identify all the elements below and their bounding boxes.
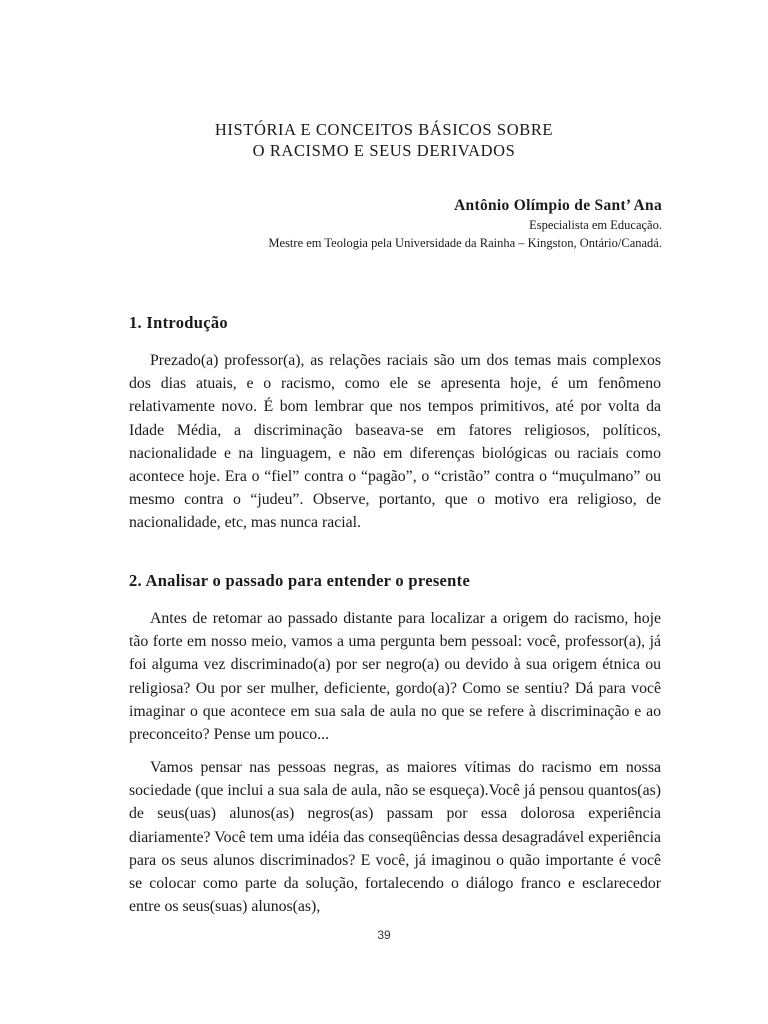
paragraph-analyze-past-2: Vamos pensar nas pessoas negras, as maiores vítimas do racismo em nossa sociedade (que inclui a sua sala de aula, não se esqueça).Você já pensou quantos(as) de seus(uas) alunos(as) negros(as) passam por essa dolorosa experiência diariamente? Você tem uma idéia das conseqüências dessa desagradável experiência para os seus alunos discriminados? E você, já imaginou o quão importante é você se colocar como parte da solução, fortalecendo o diálogo franco e esclarecedor entre os seus(suas) alunos(as), (129, 759, 661, 916)
paragraph-introduction: Prezado(a) professor(a), as relações raciais são um dos temas mais complexos dos dias atuais, e o racismo, como ele se apresenta hoje, é um fenômeno relativamente novo. É bom lembrar que nos tempos primitivos, até por volta da Idade Média, a discriminação baseava-se em fatores religiosos, políticos, nacionalidade e na linguagem, e não em diferenças biológicas ou raciais como acontece hoje. Era o “fiel” contra o “pagão”, o “cristão” contra o “muçulmano” ou mesmo contra o “judeu”. Observe, portanto, que o motivo era religioso, de nacionalidade, etc, mas nunca racial. (129, 352, 661, 532)
document-title (0, 119, 768, 161)
title-line-2: O RACISMO E SEUS DERIVADOS (252, 141, 516, 160)
title-line-1: HISTÓRIA E CONCEITOS BÁSICOS SOBRE (214, 120, 554, 139)
author-block (268, 196, 662, 252)
author-name: Antônio Olímpio de Sant’ Ana (454, 197, 662, 214)
paragraph-analyze-past-1: Antes de retomar ao passado distante para localizar a origem do racismo, hoje tão forte em nosso meio, vamos a uma pergunta bem pessoal: você, professor(a), já foi alguma vez discriminado(a) por ser negro(a) ou devido à sua origem étnica ou religiosa? Ou por ser mulher, deficiente, gordo(a)? Como se sentiu? Dá para você imaginar o que acontece em sua sala de aula no que se refere à discriminação e ao preconceito? Pense um pouco... (129, 610, 661, 744)
author-credential-1: Especialista em Educação. (529, 218, 662, 232)
page-number: 39 (377, 928, 391, 942)
section-heading-analyze-past: 2. Analisar o passado para entender o presente (129, 571, 471, 590)
author-credential-2: Mestre em Teologia pela Universidade da Rainha – Kingston, Ontário/Canadá. (268, 236, 662, 250)
section-heading-introduction: 1. Introdução (129, 313, 228, 332)
